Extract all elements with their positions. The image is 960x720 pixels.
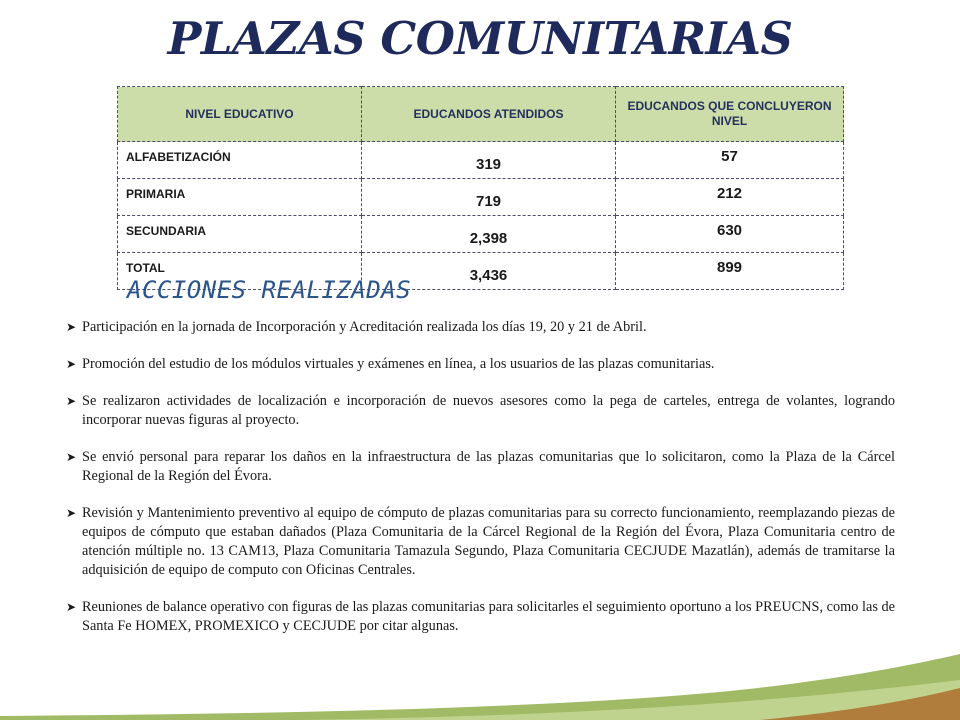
list-item-text: Se realizaron actividades de localización e incorporación de nuevos asesores como la pega de carteles, entrega de volantes, logrando incorporar nuevas figuras al proyecto. — [82, 393, 895, 428]
cell-atendidos: 719 — [362, 179, 616, 216]
actions-list — [66, 318, 895, 654]
table-row — [118, 216, 844, 253]
table-row — [118, 142, 844, 179]
arrow-bullet-icon: ➤ — [66, 506, 77, 520]
arrow-bullet-icon: ➤ — [66, 320, 77, 334]
column-header-nivel: NIVEL EDUCATIVO — [118, 87, 362, 142]
cell-nivel: SECUNDARIA — [118, 216, 362, 253]
list-item — [66, 392, 895, 430]
list-item-text: Se envió personal para reparar los daños en la infraestructura de las plazas comunitarias que lo solicitaron, como la Plaza de la Cárcel Regional de la Región del Évora. — [82, 449, 895, 484]
cell-atendidos: 319 — [362, 142, 616, 179]
cell-concluyeron: 57 — [616, 142, 844, 179]
page-title: PLAZAS COMUNITARIAS — [167, 12, 793, 65]
list-item — [66, 318, 895, 337]
arrow-bullet-icon: ➤ — [66, 450, 77, 464]
cell-atendidos: 2,398 — [362, 216, 616, 253]
arrow-bullet-icon: ➤ — [66, 357, 77, 371]
arrow-bullet-icon: ➤ — [66, 394, 77, 408]
cell-concluyeron: 212 — [616, 179, 844, 216]
cell-concluyeron: 630 — [616, 216, 844, 253]
table-row — [118, 179, 844, 216]
list-item-text: Promoción del estudio de los módulos virtuales y exámenes en línea, a los usuarios de las plazas comunitarias. — [82, 356, 715, 372]
column-header-atendidos: EDUCANDOS ATENDIDOS — [362, 87, 616, 142]
education-table — [117, 86, 844, 290]
cell-nivel: PRIMARIA — [118, 179, 362, 216]
list-item-text: Revisión y Mantenimiento preventivo al equipo de cómputo de plazas comunitarias para su correcto funcionamiento, reemplazando piezas de equipos de cómputo que estaban dañados (Plaza Comunitaria de la Cárcel Regional de la Región del Évora, Plaza Comunitaria centro de atención múltiple no. 13 CAM13, Plaza Comunitaria Tamazula Segundo, Plaza Comunitaria CECJUDE Mazatlán), además de tramitarse la adquisición de equipo de computo con Oficinas Centrales. — [82, 505, 895, 578]
list-item — [66, 448, 895, 486]
cell-nivel: TOTAL — [118, 253, 362, 290]
decorative-wave — [0, 640, 960, 720]
arrow-bullet-icon: ➤ — [66, 600, 77, 614]
cell-concluyeron: 899 — [616, 253, 844, 290]
list-item-text: Participación en la jornada de Incorporación y Acreditación realizada los días 19, 20 y 21 de Abril. — [82, 319, 647, 335]
table-header-row — [118, 87, 844, 142]
list-item — [66, 355, 895, 374]
list-item — [66, 504, 895, 580]
list-item — [66, 598, 895, 636]
cell-nivel: ALFABETIZACIÓN — [118, 142, 362, 179]
list-item-text: Reuniones de balance operativo con figuras de las plazas comunitarias para solicitarles el seguimiento oportuno a los PREUCNS, como las de Santa Fe HOMEX, PROMEXICO y CECJUDE por citar algunas. — [82, 599, 895, 634]
cell-atendidos: 3,436 — [362, 253, 616, 290]
column-header-concluyeron: EDUCANDOS QUE CONCLUYERON NIVEL — [616, 87, 844, 142]
section-title: ACCIONES REALIZADAS — [127, 276, 412, 304]
